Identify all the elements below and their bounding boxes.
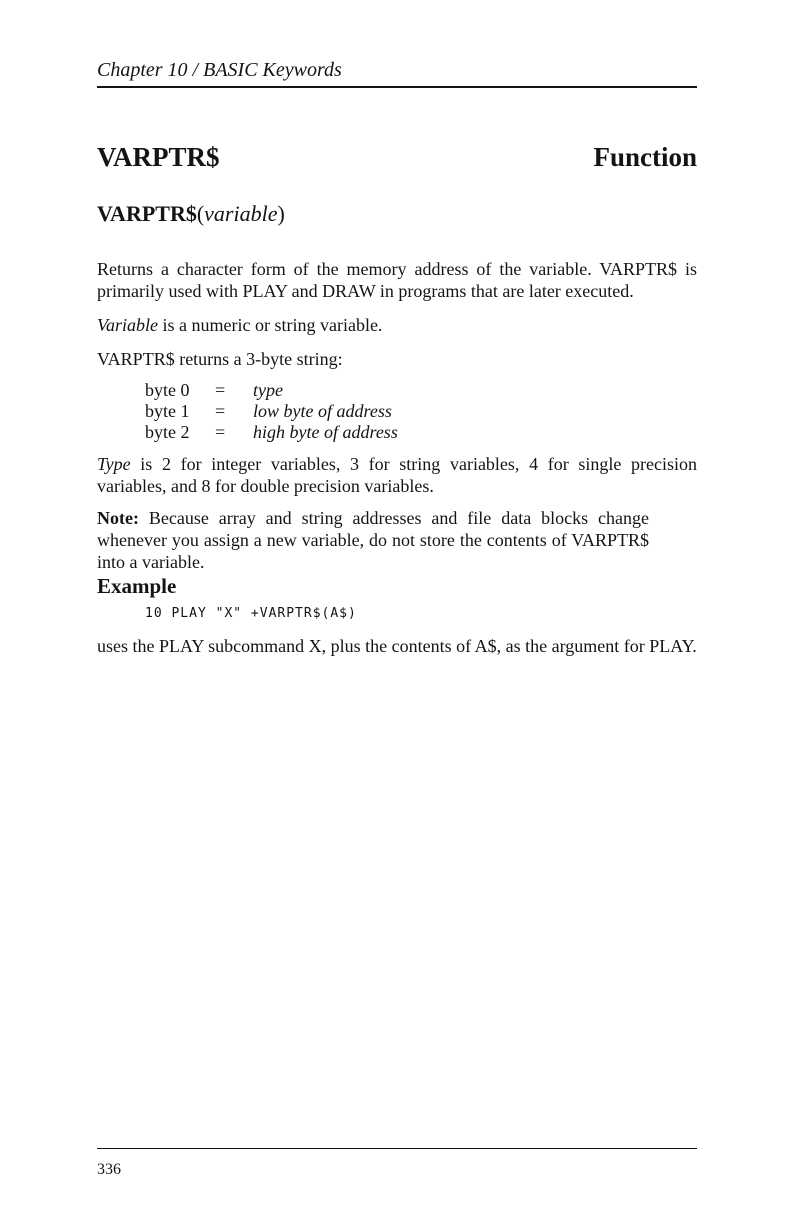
type-paragraph: [97, 453, 697, 497]
note-text: Because array and string addresses and file data blocks change whenever you assign a new variable, do not store the contents of VARPTR$ into a variable.: [97, 508, 649, 572]
byte-label: byte 0: [145, 380, 190, 400]
page-number: 336: [97, 1161, 121, 1178]
byte-list: [145, 380, 697, 443]
body-text: [97, 258, 697, 657]
header-rule: [97, 86, 697, 88]
note-label: Note:: [97, 508, 139, 528]
byte-row: [145, 380, 697, 401]
byte-equals: =: [215, 422, 226, 442]
type-description: is 2 for integer variables, 3 for string variables, 4 for single precision variables, and 8 for double precision variables.: [97, 454, 697, 496]
intro-paragraph: Returns a character form of the memory address of the variable. VARPTR$ is primarily used with PLAY and DRAW in programs that are later executed.: [97, 259, 697, 301]
byte-value: low byte of address: [253, 401, 392, 421]
variable-paragraph: [97, 314, 697, 336]
byte-row: [145, 422, 697, 443]
note-block: [97, 507, 649, 573]
byte-value: type: [253, 380, 283, 400]
example-code: 10 PLAY "X" +VARPTR$(A$): [145, 606, 357, 621]
variable-description: is a numeric or string variable.: [158, 315, 383, 335]
byte-label: byte 2: [145, 422, 190, 442]
keyword-kind: Function: [593, 142, 697, 172]
byte-equals: =: [215, 401, 226, 421]
byte-label: byte 1: [145, 401, 190, 421]
chapter-header: Chapter 10 / BASIC Keywords: [97, 59, 342, 81]
syntax-close-paren: ): [277, 201, 285, 226]
example-explanation: uses the PLAY subcommand X, plus the contents of A$, as the argument for PLAY.: [97, 636, 697, 656]
syntax-line: [97, 200, 285, 228]
keyword-name: VARPTR$: [97, 142, 220, 172]
syntax-argument: variable: [204, 201, 278, 226]
byte-value: high byte of address: [253, 422, 398, 442]
syntax-keyword: VARPTR$: [97, 201, 197, 226]
returns-paragraph: VARPTR$ returns a 3-byte string:: [97, 349, 343, 369]
example-heading: Example: [97, 574, 177, 598]
keyword-title-row: [97, 140, 697, 174]
byte-equals: =: [215, 380, 226, 400]
type-term: Type: [97, 454, 131, 474]
syntax-open-paren: (: [196, 201, 205, 226]
footer-rule: [97, 1148, 697, 1149]
variable-term: Variable: [97, 315, 158, 335]
byte-row: [145, 401, 697, 422]
